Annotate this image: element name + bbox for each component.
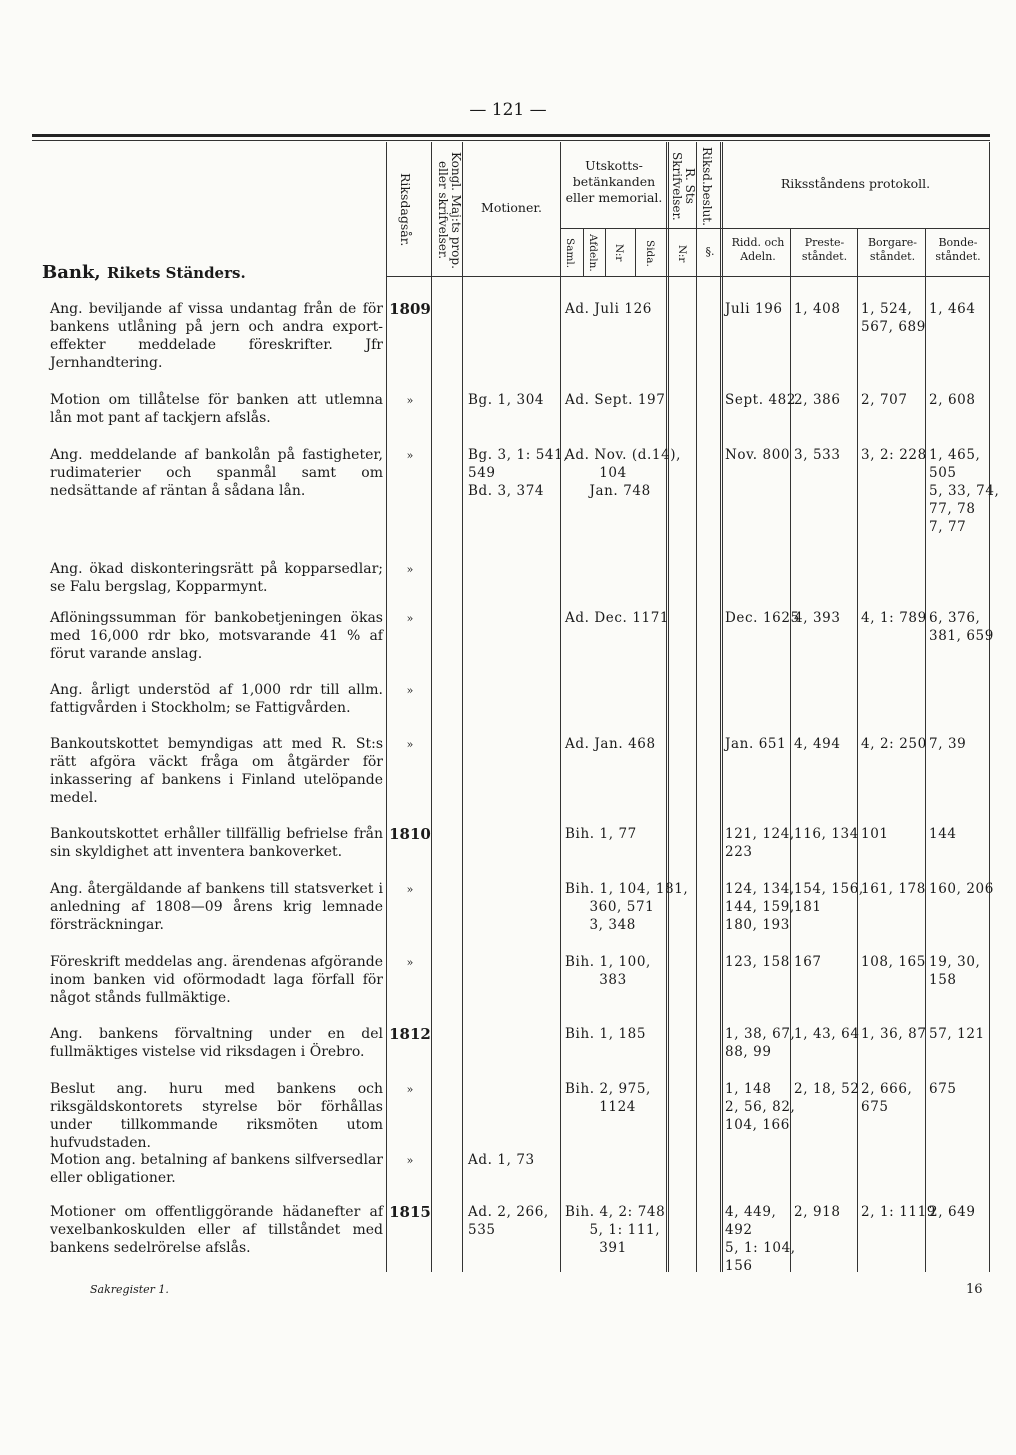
- row-bonde: 144: [929, 826, 957, 842]
- row-utskott: Bih. 1, 185: [565, 1026, 647, 1042]
- row-ridd: Juli 196: [725, 301, 783, 317]
- row-utskott: Bih. 1, 104, 181, 360, 571 3, 348: [565, 881, 689, 933]
- col-head-rsts: R. Sts Skrifvelser.: [670, 151, 697, 221]
- page-number: — 121 —: [469, 100, 547, 120]
- row-borg: 161, 178: [861, 881, 926, 897]
- row-ridd: 4, 449, 492 5, 1: 104, 156: [725, 1204, 796, 1274]
- row-bonde: 675: [929, 1081, 957, 1097]
- row-motion: Bg. 1, 304: [468, 392, 545, 408]
- row-borg: 2, 1: 1119: [861, 1204, 936, 1220]
- col-head-rsts-nr: N:r: [676, 245, 688, 263]
- row-borg: 3, 2: 228: [861, 447, 927, 463]
- row-description: Motion om tillåtelse för banken att utlemna lån mot pant af tackjern afslås.: [50, 392, 383, 426]
- row-year: »: [406, 1154, 414, 1167]
- row-utskott: Bih. 4, 2: 748 5, 1: 111, 391: [565, 1204, 666, 1256]
- row-ridd: 121, 124, 223: [725, 826, 795, 860]
- row-borg: 2, 707: [861, 392, 908, 408]
- col-head-motioner: Motioner.: [481, 200, 542, 215]
- row-ridd: 124, 134, 144, 159, 180, 193: [725, 881, 795, 933]
- section-title-main: Bank,: [42, 262, 101, 283]
- row-description: Motioner om offentliggörande hädanefter af vexelbankoskulden eller af tillståndet med bankens sedelrörelse afslås.: [50, 1204, 383, 1256]
- row-bonde: 19, 30, 158: [929, 954, 981, 988]
- col-head-nr: N:r: [613, 244, 625, 262]
- row-borg: 108, 165: [861, 954, 926, 970]
- col-head-ridd: Ridd. och Adeln.: [731, 236, 785, 263]
- row-bonde: 57, 121: [929, 1026, 985, 1042]
- row-year: »: [406, 563, 414, 576]
- row-year: »: [406, 1083, 414, 1096]
- footer-page: 16: [966, 1282, 983, 1297]
- col-head-prest: Preste-ståndet.: [801, 236, 848, 263]
- row-year: »: [406, 612, 414, 625]
- row-prest: 1, 43, 64: [794, 1026, 860, 1042]
- col-head-bonde: Bonde-ståndet.: [935, 236, 981, 263]
- col-rule-4: [560, 142, 561, 1272]
- row-bonde: 6, 376, 381, 659: [929, 610, 994, 644]
- row-ridd: 1, 38, 67, 88, 99: [725, 1026, 796, 1060]
- col-rule-14: [989, 142, 990, 1272]
- rsts-sub-rule: [668, 228, 722, 229]
- row-borg: 4, 2: 250: [861, 736, 927, 752]
- col-head-afdeln: Afdeln.: [587, 234, 599, 272]
- row-description: Ang. årligt understöd af 1,000 rdr till allm. fattigvården i Stockholm; se Fattigvården.: [50, 682, 383, 716]
- utskott-sub-rule: [560, 228, 668, 229]
- top-rule-thin: [32, 140, 990, 141]
- row-description: Ang. meddelande af bankolån på fastigheter, rudimaterier och spanmål samt om nedsättande af räntan å sådana lån.: [50, 447, 383, 499]
- row-prest: 4, 393: [794, 610, 841, 626]
- row-description: Ang. beviljande af vissa undantag från de för bankens utlåning på jern och andra export-effekter meddelade föreskrifter. Jfr Jernhandtering.: [50, 301, 383, 371]
- col-head-riksd: Riksd.beslut.: [700, 146, 714, 226]
- row-bonde: 1, 464: [929, 301, 976, 317]
- col-rule-10: [720, 142, 723, 1272]
- row-utskott: Bih. 1, 100, 383: [565, 954, 651, 988]
- col-rule-7: [635, 228, 636, 276]
- col-head-saml: Saml.: [564, 237, 576, 269]
- section-title: [42, 262, 246, 283]
- row-motion: Ad. 1, 73: [468, 1152, 535, 1168]
- row-prest: 2, 386: [794, 392, 841, 408]
- protokoll-sub-rule: [722, 228, 990, 229]
- col-rule-1: [386, 142, 387, 1272]
- row-borg: 4, 1: 789: [861, 610, 927, 626]
- row-utskott: Bih. 2, 975, 1124: [565, 1081, 651, 1115]
- row-prest: 2, 918: [794, 1204, 841, 1220]
- row-ridd: Nov. 800: [725, 447, 791, 463]
- row-prest: 154, 156, 181: [794, 881, 864, 915]
- col-head-kongl: Kongl. Maj:ts prop. eller skrifvelser.: [436, 151, 463, 269]
- col-rule-9: [696, 142, 697, 1272]
- col-rule-6: [605, 228, 606, 276]
- row-description: Bankoutskottet erhåller tillfällig befrielse från sin skyldighet att inventera bankoverket.: [50, 826, 383, 860]
- row-year: 1809: [389, 300, 431, 318]
- col-head-riksdagsar: Riksdagsår.: [398, 173, 413, 247]
- row-prest: 3, 533: [794, 447, 841, 463]
- row-year: »: [406, 738, 414, 751]
- row-motion: Bg. 3, 1: 541, 549 Bd. 3, 374: [468, 447, 569, 499]
- row-year: »: [406, 394, 414, 407]
- row-description: Föreskrift meddelas ang. ärendenas afgörande inom banken vid oförmodadt laga förfall för något stånds fullmäktige.: [50, 954, 383, 1006]
- col-head-paragraf: §.: [705, 245, 715, 258]
- footer-left: Sakregister 1.: [90, 1283, 169, 1296]
- col-head-protokoll: Riksståndens protokoll.: [780, 176, 931, 191]
- row-utskott: Ad. Nov. (d.14), 104 Jan. 748: [565, 447, 682, 499]
- row-year: 1815: [389, 1203, 431, 1221]
- top-rule: [32, 134, 990, 137]
- row-year: 1810: [389, 825, 431, 843]
- row-ridd: 1, 148 2, 56, 82, 104, 166: [725, 1081, 796, 1133]
- row-description: Motion ang. betalning af bankens silfversedlar eller obligationer.: [50, 1152, 383, 1186]
- row-description: Aflöningssumman för bankobetjeningen ökas med 16,000 rdr bko, motsvarande 41 % af förut varande anslag.: [50, 610, 383, 662]
- row-utskott: Ad. Juli 126: [565, 301, 652, 317]
- row-prest: 1, 408: [794, 301, 841, 317]
- row-ridd: 123, 158: [725, 954, 790, 970]
- row-year: »: [406, 684, 414, 697]
- row-utskott: Bih. 1, 77: [565, 826, 637, 842]
- row-year: 1812: [389, 1025, 431, 1043]
- row-prest: 4, 494: [794, 736, 841, 752]
- header-bottom-rule: [386, 276, 990, 277]
- col-head-utskott: Utskotts-betänkanden eller memorial.: [565, 158, 663, 205]
- row-utskott: Ad. Sept. 197: [565, 392, 666, 408]
- row-year: »: [406, 449, 414, 462]
- row-bonde: 7, 39: [929, 736, 967, 752]
- row-ridd: Sept. 482: [725, 392, 797, 408]
- row-bonde: 160, 206: [929, 881, 994, 897]
- row-bonde: 1, 465, 505 5, 33, 74, 77, 78 7, 77: [929, 447, 1000, 535]
- row-year: »: [406, 956, 414, 969]
- col-rule-3: [462, 142, 463, 1272]
- row-description: Ang. ökad diskonteringsrätt på kopparsedlar; se Falu bergslag, Kopparmynt.: [50, 561, 383, 595]
- row-description: Ang. återgäldande af bankens till statsverket i anledning af 1808—09 årens krig lemnade försträckningar.: [50, 881, 383, 933]
- row-motion: Ad. 2, 266, 535: [468, 1204, 549, 1238]
- row-borg: 2, 666, 675: [861, 1081, 913, 1115]
- row-bonde: 2, 649: [929, 1204, 976, 1220]
- row-description: Bankoutskottet bemyndigas att med R. St:s rätt afgöra väckt fråga om åtgärder för inkassering af bankens i Finland utelöpande medel.: [50, 736, 383, 806]
- col-head-borg: Borgare-ståndet.: [867, 236, 918, 263]
- row-ridd: Jan. 651: [725, 736, 787, 752]
- row-borg: 101: [861, 826, 889, 842]
- col-rule-5: [583, 228, 584, 276]
- row-utskott: Ad. Jan. 468: [565, 736, 656, 752]
- row-description: Beslut ang. huru med bankens och riksgäldskontorets styrelse bör förhållas under tillkommande riksmöten utom hufvudstaden.: [50, 1081, 383, 1151]
- section-title-sub: Rikets Ständers.: [106, 264, 246, 282]
- row-prest: 167: [794, 954, 822, 970]
- row-prest: 2, 18, 52: [794, 1081, 860, 1097]
- row-bonde: 2, 608: [929, 392, 976, 408]
- row-prest: 116, 134: [794, 826, 859, 842]
- row-utskott: Ad. Dec. 1171: [565, 610, 670, 626]
- row-borg: 1, 524, 567, 689: [861, 301, 926, 335]
- row-description: Ang. bankens förvaltning under en del fullmäktiges vistelse vid riksdagen i Örebro.: [50, 1026, 383, 1060]
- col-head-sida: Sida.: [644, 239, 656, 267]
- row-year: »: [406, 883, 414, 896]
- row-borg: 1, 36, 87: [861, 1026, 927, 1042]
- row-ridd: Dec. 1625: [725, 610, 800, 626]
